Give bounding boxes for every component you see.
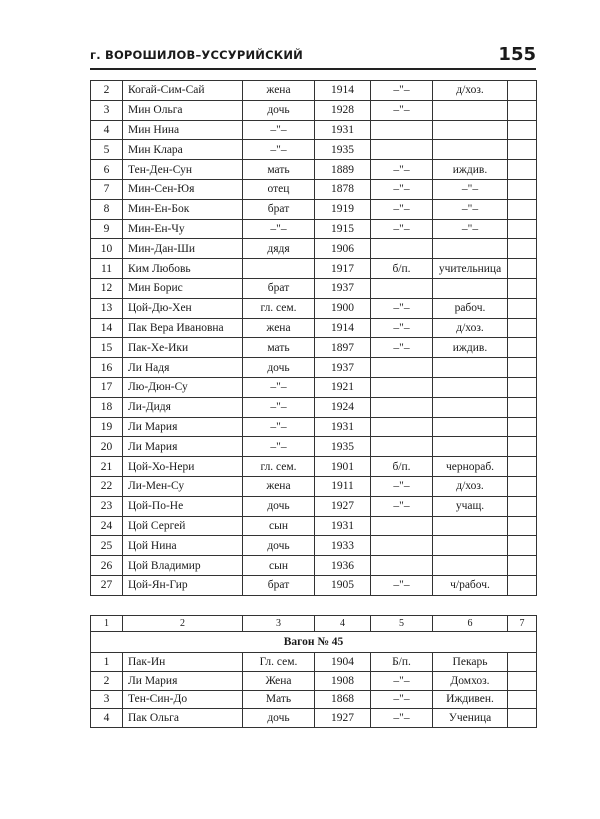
cell-party (371, 536, 433, 556)
cell-note (508, 516, 537, 536)
cell-relation: брат (243, 575, 315, 595)
table-row (91, 496, 537, 516)
cell-number: 27 (91, 575, 123, 595)
cell-party (371, 140, 433, 160)
cell-number: 3 (91, 100, 123, 120)
cell-birth-year: 1868 (315, 690, 371, 709)
table-row (91, 338, 537, 358)
table-row (91, 140, 537, 160)
cell-relation: –"– (243, 219, 315, 239)
cell-party: б/п. (371, 259, 433, 279)
cell-birth-year: 1911 (315, 476, 371, 496)
cell-note (508, 397, 537, 417)
cell-relation: сын (243, 556, 315, 576)
cell-name: Мин Борис (123, 278, 243, 298)
cell-note (508, 417, 537, 437)
cell-number: 21 (91, 457, 123, 477)
cell-occupation (433, 417, 508, 437)
table-row (91, 709, 537, 728)
cell-party: –"– (371, 179, 433, 199)
cell-note (508, 671, 537, 690)
cell-occupation: чернораб. (433, 457, 508, 477)
cell-birth-year: 1927 (315, 496, 371, 516)
cell-occupation (433, 120, 508, 140)
cell-number: 20 (91, 437, 123, 457)
cell-birth-year: 1919 (315, 199, 371, 219)
cell-party (371, 556, 433, 576)
column-number: 5 (371, 616, 433, 632)
wagon-heading: Вагон № 45 (91, 632, 537, 653)
cell-birth-year: 1904 (315, 653, 371, 672)
cell-number: 3 (91, 690, 123, 709)
cell-note (508, 437, 537, 457)
cell-occupation: учительница (433, 259, 508, 279)
cell-name: Когай-Сим-Сай (123, 81, 243, 101)
cell-relation: –"– (243, 140, 315, 160)
cell-birth-year: 1936 (315, 556, 371, 576)
cell-number: 10 (91, 239, 123, 259)
cell-relation: –"– (243, 120, 315, 140)
table-row (91, 556, 537, 576)
cell-birth-year: 1933 (315, 536, 371, 556)
cell-relation: брат (243, 278, 315, 298)
table-row (91, 100, 537, 120)
table-row (91, 318, 537, 338)
cell-occupation: ч/рабоч. (433, 575, 508, 595)
cell-number: 6 (91, 160, 123, 180)
cell-party (371, 417, 433, 437)
column-number-row (91, 616, 537, 632)
cell-name: Цой Сергей (123, 516, 243, 536)
cell-relation: дочь (243, 100, 315, 120)
cell-occupation (433, 397, 508, 417)
cell-note (508, 358, 537, 378)
cell-number: 22 (91, 476, 123, 496)
cell-number: 8 (91, 199, 123, 219)
column-number: 6 (433, 616, 508, 632)
cell-party: –"– (371, 160, 433, 180)
cell-party: б/п. (371, 457, 433, 477)
cell-occupation: –"– (433, 199, 508, 219)
cell-party (371, 239, 433, 259)
table-row (91, 81, 537, 101)
cell-birth-year: 1921 (315, 377, 371, 397)
cell-name: Мин Клара (123, 140, 243, 160)
cell-note (508, 160, 537, 180)
cell-relation: дочь (243, 709, 315, 728)
cell-birth-year: 1897 (315, 338, 371, 358)
cell-birth-year: 1889 (315, 160, 371, 180)
cell-note (508, 457, 537, 477)
cell-relation: –"– (243, 377, 315, 397)
cell-birth-year: 1937 (315, 278, 371, 298)
cell-note (508, 239, 537, 259)
cell-occupation (433, 516, 508, 536)
cell-number: 12 (91, 278, 123, 298)
cell-name: Мин-Дан-Ши (123, 239, 243, 259)
cell-birth-year: 1900 (315, 298, 371, 318)
cell-note (508, 278, 537, 298)
cell-number: 16 (91, 358, 123, 378)
cell-relation: –"– (243, 397, 315, 417)
cell-note (508, 377, 537, 397)
cell-party: –"– (371, 496, 433, 516)
cell-relation: гл. сем. (243, 298, 315, 318)
cell-number: 23 (91, 496, 123, 516)
table-row (91, 377, 537, 397)
cell-relation: дочь (243, 536, 315, 556)
cell-number: 25 (91, 536, 123, 556)
cell-birth-year: 1931 (315, 120, 371, 140)
cell-birth-year: 1915 (315, 219, 371, 239)
cell-name: Мин Ольга (123, 100, 243, 120)
cell-number: 17 (91, 377, 123, 397)
cell-relation: Жена (243, 671, 315, 690)
cell-name: Ли-Дидя (123, 397, 243, 417)
cell-occupation: д/хоз. (433, 476, 508, 496)
table-row (91, 358, 537, 378)
cell-name: Тен-Ден-Сун (123, 160, 243, 180)
cell-name: Ким Любовь (123, 259, 243, 279)
cell-name: Ли Мария (123, 437, 243, 457)
deportation-list-table (90, 80, 537, 596)
cell-number: 2 (91, 81, 123, 101)
cell-relation: мать (243, 338, 315, 358)
cell-occupation: д/хоз. (433, 318, 508, 338)
cell-party (371, 377, 433, 397)
cell-relation: –"– (243, 417, 315, 437)
cell-occupation: Домхоз. (433, 671, 508, 690)
page-number: 155 (498, 44, 536, 65)
cell-number: 26 (91, 556, 123, 576)
cell-birth-year: 1924 (315, 397, 371, 417)
table-row (91, 457, 537, 477)
cell-birth-year: 1917 (315, 259, 371, 279)
table-row (91, 476, 537, 496)
cell-birth-year: 1935 (315, 437, 371, 457)
table-row (91, 437, 537, 457)
cell-note (508, 690, 537, 709)
cell-number: 1 (91, 653, 123, 672)
cell-name: Пак Ольга (123, 709, 243, 728)
cell-number: 4 (91, 709, 123, 728)
cell-note (508, 199, 537, 219)
table-row (91, 160, 537, 180)
column-number: 2 (123, 616, 243, 632)
cell-note (508, 259, 537, 279)
cell-occupation (433, 278, 508, 298)
cell-name: Цой-Дю-Хен (123, 298, 243, 318)
table-row (91, 397, 537, 417)
cell-note (508, 298, 537, 318)
cell-note (508, 653, 537, 672)
cell-number: 11 (91, 259, 123, 279)
running-title: г. ВОРОШИЛОВ–УССУРИЙСКИЙ (90, 48, 303, 62)
column-number: 1 (91, 616, 123, 632)
cell-occupation: рабоч. (433, 298, 508, 318)
cell-name: Пак Вера Ивановна (123, 318, 243, 338)
cell-party: –"– (371, 709, 433, 728)
cell-relation: дочь (243, 496, 315, 516)
table-row (91, 179, 537, 199)
header-rule (90, 68, 536, 70)
cell-occupation: учащ. (433, 496, 508, 516)
cell-party (371, 437, 433, 457)
cell-number: 19 (91, 417, 123, 437)
cell-relation: брат (243, 199, 315, 219)
cell-name: Пак-Ин (123, 653, 243, 672)
cell-party: –"– (371, 100, 433, 120)
cell-birth-year: 1937 (315, 358, 371, 378)
cell-occupation (433, 358, 508, 378)
cell-name: Ли Мария (123, 671, 243, 690)
cell-relation: дядя (243, 239, 315, 259)
cell-note (508, 338, 537, 358)
cell-relation: сын (243, 516, 315, 536)
cell-number: 18 (91, 397, 123, 417)
cell-birth-year: 1914 (315, 318, 371, 338)
cell-occupation: д/хоз. (433, 81, 508, 101)
table-row (91, 259, 537, 279)
cell-occupation: –"– (433, 179, 508, 199)
cell-note (508, 100, 537, 120)
table-row (91, 575, 537, 595)
cell-party: Б/п. (371, 653, 433, 672)
cell-birth-year: 1905 (315, 575, 371, 595)
cell-occupation: –"– (433, 219, 508, 239)
cell-occupation (433, 140, 508, 160)
cell-birth-year: 1931 (315, 516, 371, 536)
cell-relation: Мать (243, 690, 315, 709)
cell-birth-year: 1935 (315, 140, 371, 160)
wagon-heading-row (91, 632, 537, 653)
cell-party: –"– (371, 81, 433, 101)
cell-party: –"– (371, 318, 433, 338)
cell-note (508, 709, 537, 728)
table-row (91, 690, 537, 709)
cell-occupation: Пекарь (433, 653, 508, 672)
cell-name: Мин-Ен-Бок (123, 199, 243, 219)
cell-birth-year: 1931 (315, 417, 371, 437)
cell-party: –"– (371, 338, 433, 358)
cell-name: Пак-Хе-Ики (123, 338, 243, 358)
cell-party (371, 397, 433, 417)
cell-relation (243, 259, 315, 279)
cell-birth-year: 1901 (315, 457, 371, 477)
table-row (91, 120, 537, 140)
cell-number: 5 (91, 140, 123, 160)
cell-number: 4 (91, 120, 123, 140)
column-number: 3 (243, 616, 315, 632)
cell-name: Цой Нина (123, 536, 243, 556)
cell-note (508, 120, 537, 140)
cell-note (508, 536, 537, 556)
cell-number: 2 (91, 671, 123, 690)
table-row (91, 653, 537, 672)
cell-party: –"– (371, 671, 433, 690)
cell-birth-year: 1878 (315, 179, 371, 199)
cell-occupation: Иждивен. (433, 690, 508, 709)
table-row (91, 516, 537, 536)
cell-relation: отец (243, 179, 315, 199)
cell-number: 15 (91, 338, 123, 358)
cell-number: 7 (91, 179, 123, 199)
cell-name: Тен-Син-До (123, 690, 243, 709)
cell-relation: –"– (243, 437, 315, 457)
cell-name: Мин-Сен-Юя (123, 179, 243, 199)
cell-occupation (433, 100, 508, 120)
cell-note (508, 140, 537, 160)
cell-name: Цой Владимир (123, 556, 243, 576)
cell-note (508, 318, 537, 338)
column-number: 4 (315, 616, 371, 632)
table-row (91, 298, 537, 318)
cell-occupation (433, 437, 508, 457)
cell-name: Ли Мария (123, 417, 243, 437)
cell-relation: жена (243, 476, 315, 496)
cell-note (508, 556, 537, 576)
cell-birth-year: 1914 (315, 81, 371, 101)
cell-party: –"– (371, 298, 433, 318)
cell-birth-year: 1906 (315, 239, 371, 259)
cell-occupation: иждив. (433, 160, 508, 180)
cell-relation: жена (243, 81, 315, 101)
cell-occupation: Ученица (433, 709, 508, 728)
cell-relation: гл. сем. (243, 457, 315, 477)
table-row (91, 417, 537, 437)
cell-occupation (433, 556, 508, 576)
cell-name: Лю-Дюн-Су (123, 377, 243, 397)
cell-note (508, 496, 537, 516)
table-row (91, 536, 537, 556)
cell-party: –"– (371, 219, 433, 239)
cell-birth-year: 1908 (315, 671, 371, 690)
cell-note (508, 179, 537, 199)
cell-occupation (433, 239, 508, 259)
cell-relation: Гл. сем. (243, 653, 315, 672)
table-row (91, 671, 537, 690)
table-row (91, 199, 537, 219)
cell-name: Ли-Мен-Су (123, 476, 243, 496)
cell-note (508, 575, 537, 595)
cell-name: Мин Нина (123, 120, 243, 140)
cell-name: Цой-По-Не (123, 496, 243, 516)
table-row (91, 219, 537, 239)
cell-party (371, 516, 433, 536)
cell-note (508, 81, 537, 101)
cell-party (371, 278, 433, 298)
cell-number: 13 (91, 298, 123, 318)
cell-party: –"– (371, 199, 433, 219)
cell-number: 14 (91, 318, 123, 338)
cell-name: Цой-Ян-Гир (123, 575, 243, 595)
page-header (90, 44, 536, 74)
cell-number: 9 (91, 219, 123, 239)
cell-relation: жена (243, 318, 315, 338)
cell-name: Ли Надя (123, 358, 243, 378)
cell-relation: мать (243, 160, 315, 180)
cell-party: –"– (371, 476, 433, 496)
cell-party (371, 358, 433, 378)
column-number: 7 (508, 616, 537, 632)
cell-occupation: иждив. (433, 338, 508, 358)
cell-number: 24 (91, 516, 123, 536)
cell-birth-year: 1928 (315, 100, 371, 120)
cell-party (371, 120, 433, 140)
cell-name: Цой-Хо-Нери (123, 457, 243, 477)
cell-occupation (433, 536, 508, 556)
table-row (91, 278, 537, 298)
cell-note (508, 476, 537, 496)
cell-occupation (433, 377, 508, 397)
cell-party: –"– (371, 575, 433, 595)
table-row (91, 239, 537, 259)
wagon-45-table (90, 615, 537, 728)
cell-relation: дочь (243, 358, 315, 378)
cell-party: –"– (371, 690, 433, 709)
cell-name: Мин-Ен-Чу (123, 219, 243, 239)
cell-note (508, 219, 537, 239)
cell-birth-year: 1927 (315, 709, 371, 728)
